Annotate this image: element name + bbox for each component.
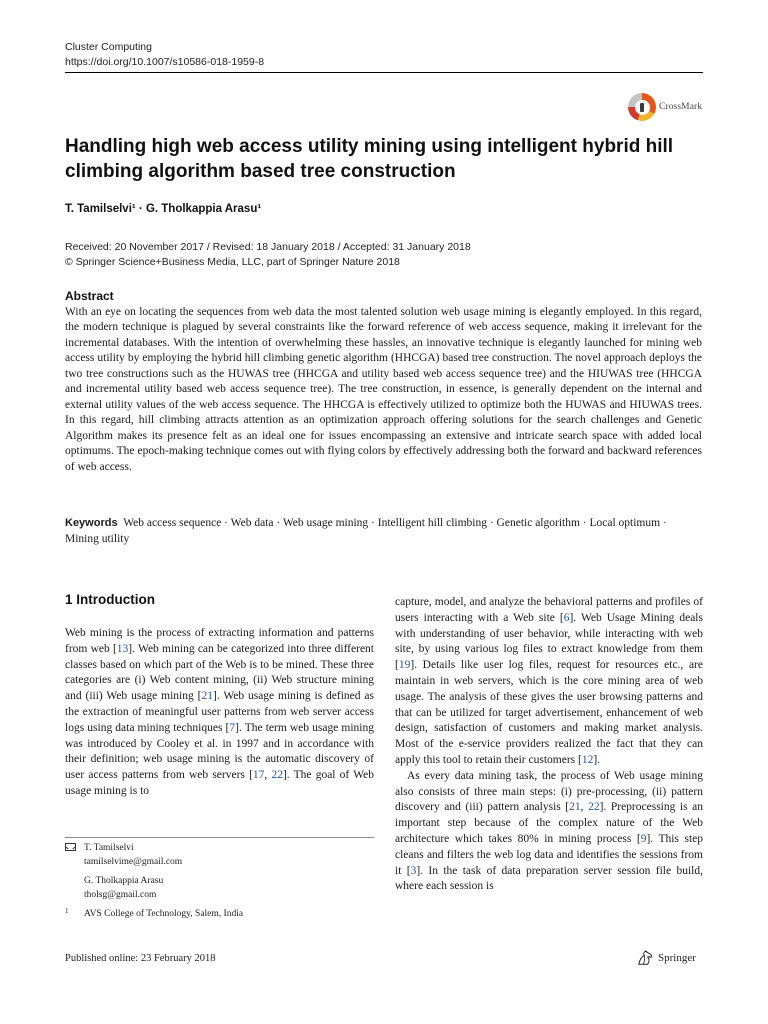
intro-paragraph-3: As every data mining task, the process of Web usage mining also consists of three main steps: (i) pre-processing, (ii) pattern discovery and (iii) pattern analysis [21, 22]. Preprocessing is an important step because of the complex nature of the Web architecture which takes 80% in mining process [9]. This step cleans and filters the web log data and identifies the sessions from it [3]. In the task of data preparation server session file build, where each session is <box>395 769 704 893</box>
publication-dates <box>65 240 471 270</box>
citation-link[interactable]: 7 <box>229 721 236 734</box>
author1-email[interactable]: tamilselvime@gmail.com <box>84 856 183 867</box>
citation-link[interactable]: 3 <box>410 864 417 877</box>
citation-link[interactable]: 22 <box>588 801 600 814</box>
keywords <box>65 515 702 547</box>
running-header <box>65 40 264 70</box>
keywords-label: Keywords <box>65 517 118 529</box>
left-column <box>65 626 374 800</box>
citation-link[interactable]: 12 <box>581 753 594 766</box>
paper-title: Handling high web access utility mining using intelligent hybrid hill climbing algorithm based tree construction <box>65 136 674 182</box>
citation-link[interactable]: 22 <box>271 769 283 782</box>
abstract-text: With an eye on locating the sequences from web data the most talented solution web usage mining is elegantly employed. In this regard, the modern technique is plagued by several constraints like the forward reference of web access sequence, making it irrelevant for the incremental databases. With the intention of overwhelming these hassles, an innovative technique is elegantly launched for mining web access utility by employing the hybrid hill climbing genetic algorithm (HHCGA) based tree construction. The novel approach deploys the two tree constructions such as the HUWAS tree (HHCGA and utility based web access sequence tree) and the HIUWAS tree (HHCGA and incremental utility based web access sequence tree). The tree construction, in essence, is generally dependent on the internal and external utility values of the web access sequence. The HHCGA is effectively utilized to optimize both the HUWAS and HIUWAS trees. In this regard, hill climbing attracts attention as an optimization approach offering solutions for the search challenges and Genetic Algorithm makes its presence felt as an ideal one for issues encompassing an extensive and intricate search space with added local optimums. The epoch-making technique comes out with flying colors by effectively addressing both the forward and backward references of web access. <box>65 306 702 473</box>
intro-paragraph-1: Web mining is the process of extracting information and patterns from web [13]. Web mining can be categorized into three different classes based on which part of the Web is to be mined. These three categories are (i) Web content mining, (ii) Web structure mining and (iii) Web usage mining [21]. Web usage mining is defined as the extraction of meaningful user patterns from web server access logs using data mining techniques [7]. The term web usage mining was introduced by Cooley et al. in 1997 and in accordance with their definition; web usage mining is the automatic discovery of user access patterns from web servers [17, 22]. The goal of Web usage mining is to <box>65 627 375 797</box>
keywords-text: Web access sequence · Web data · Web usage mining · Intelligent hill climbing · Genetic algorithm · Local optimum · Mining utility <box>65 517 667 545</box>
published-online: Published online: 23 February 2018 <box>65 953 216 964</box>
intro-paragraph-2: capture, model, and analyze the behavioral patterns and profiles of users interacting with a Web site [6]. Web Usage Mining deals with understanding of user behavior, while interacting with web site, by using various log files to extract knowledge from them [19]. Details like user log files, request for resources etc., are maintain in web servers, which is the core mining area of web usage. The analysis of these gives the user browsing patterns and that can be utilized for target advertisement, enhancement of web design, satisfaction of customers and making market analysis. Most of the e-service providers realized the fact that they can apply this tool to retain their customers [12]. <box>395 596 703 766</box>
publisher-name: Springer <box>658 952 696 964</box>
author1-name: T. Tamilselvi <box>84 843 134 853</box>
citation-link[interactable]: 17 <box>252 769 265 782</box>
author-footnote <box>65 842 374 922</box>
right-column <box>395 595 703 895</box>
author2-name: G. Tholkappia Arasu <box>84 876 164 886</box>
section-heading-introduction: 1 Introduction <box>65 592 155 607</box>
crossmark-badge[interactable] <box>628 91 702 123</box>
header-rule <box>65 72 703 73</box>
journal-name: Cluster Computing <box>65 41 152 53</box>
citation-link[interactable]: 21 <box>201 690 213 703</box>
doi-link[interactable]: https://doi.org/10.1007/s10586-018-1959-8 <box>65 56 265 68</box>
citation-link[interactable]: 21 <box>569 801 581 814</box>
affiliation-marker: 1 <box>65 907 69 915</box>
author2-email[interactable]: tholsg@gmail.com <box>84 889 157 900</box>
copyright-line: © Springer Science+Business Media, LLC, part of Springer Nature 2018 <box>65 256 400 268</box>
citation-link[interactable]: 6 <box>563 611 570 624</box>
abstract-heading: Abstract <box>65 289 114 303</box>
citation-link[interactable]: 19 <box>398 659 411 672</box>
author-list: T. Tamilselvi¹ · G. Tholkappia Arasu¹ <box>65 203 262 215</box>
footnote-rule <box>65 837 374 838</box>
envelope-icon <box>65 843 76 851</box>
springer-horse-icon <box>636 950 654 966</box>
publisher-logo <box>636 950 696 966</box>
citation-link[interactable]: 13 <box>116 642 129 655</box>
received-dates: Received: 20 November 2017 / Revised: 18 January 2018 / Accepted: 31 January 2018 <box>65 241 471 253</box>
affiliation: AVS College of Technology, Salem, India <box>84 909 244 919</box>
citation-link[interactable]: 9 <box>640 832 647 845</box>
crossmark-label: CrossMark <box>659 102 703 112</box>
crossmark-icon <box>628 93 656 121</box>
